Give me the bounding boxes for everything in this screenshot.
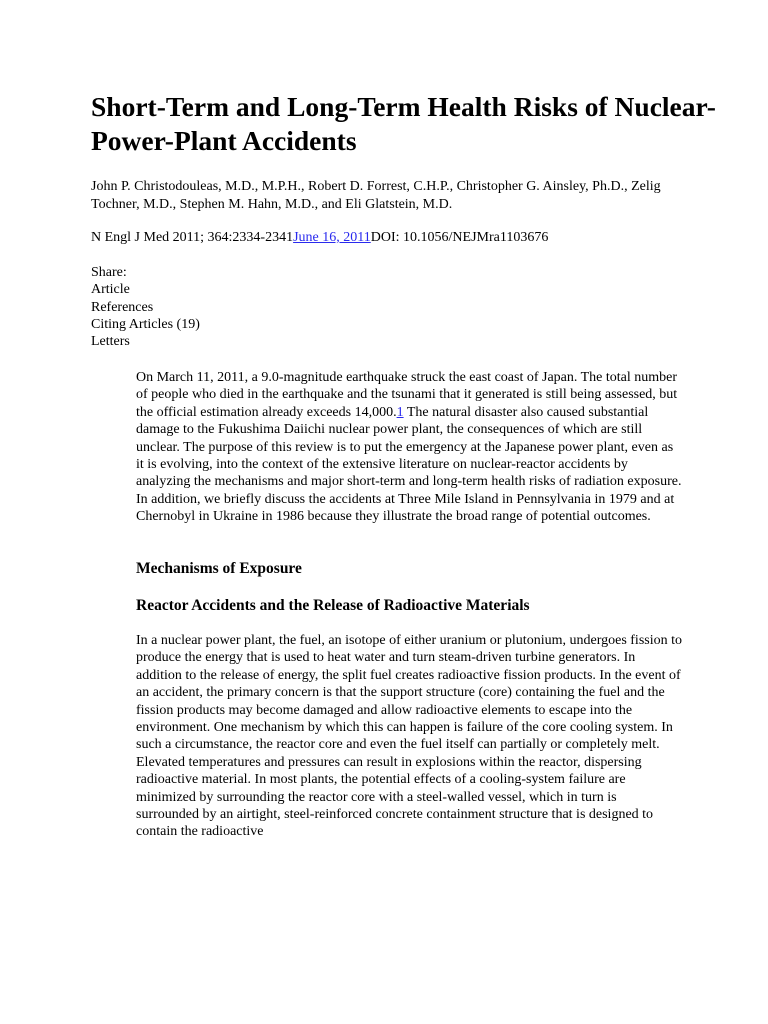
- body-paragraph: In a nuclear power plant, the fuel, an isotope of either uranium or plutonium, undergoes fission to produce the energy that is used to heat water and turn steam-driven turbine generators. In addition to the release of energy, the split fuel creates radioactive fission products. In the event of an accident, the primary concern is that the support structure (core) containing the fuel and the fission products may become damaged and allow radioactive elements to escape into the environment. One mechanism by which this can happen is failure of the core cooling system. In such a circumstance, the reactor core and even the fuel itself can partially or completely melt. Elevated temperatures and pressures can result in explosions within the reactor, dispersing radioactive material. In most plants, the potential effects of a cooling-system failure are minimized by surrounding the reactor core with a steel-walled vessel, which in turn is surrounded by an airtight, steel-reinforced concrete containment structure that is designed to contain the radioactive: [136, 633, 682, 840]
- references-link[interactable]: References: [91, 299, 154, 315]
- publication-date-link[interactable]: June 16, 2011: [293, 230, 371, 245]
- article-title: Short-Term and Long-Term Health Risks of Nuclear-Power-Plant Accidents: [91, 91, 716, 156]
- journal-reference: N Engl J Med 2011; 364:2334-2341: [91, 230, 294, 245]
- article-link[interactable]: Article: [91, 282, 130, 298]
- doi-text: DOI: 10.1056/NEJMra1103676: [370, 230, 549, 245]
- abstract-text-start: On March 11, 2011, a 9.0-magnitude earthquake struck the east coast of Japan. The total number of people who died in the earthquake and the tsunami that it generated is still being assessed, but the official estimation already exceeds 14,000.: [136, 370, 678, 420]
- share-label: Share:: [91, 265, 127, 280]
- share-section: [91, 264, 200, 350]
- subsection-heading-reactor-accidents: Reactor Accidents and the Release of Radioactive Materials: [136, 597, 530, 614]
- reference-link-1[interactable]: 1: [396, 404, 404, 420]
- author-list: John P. Christodouleas, M.D., M.P.H., Robert D. Forrest, C.H.P., Christopher G. Ainsley, Ph.D., Zelig Tochner, M.D., Stephen M. Hahn, M.D., and Eli Glatstein, M.D.: [91, 179, 661, 212]
- abstract-text-end: The natural disaster also caused substantial damage to the Fukushima Daiichi nuclear power plant, the consequences of which are still unclear. The purpose of this review is to put the emergency at the Japanese power plant, even as it is evolving, into the context of the extensive literature on nuclear-reactor accidents by analyzing the mechanisms and major short-term and long-term health risks of radiation exposure. In addition, we briefly discuss the accidents at Three Mile Island in Pennsylvania in 1979 and at Chernobyl in Ukraine in 1986 because they illustrate the broad range of potential outcomes.: [136, 404, 682, 525]
- citing-articles-link[interactable]: Citing Articles (19): [91, 316, 200, 332]
- section-heading-mechanisms: Mechanisms of Exposure: [136, 560, 302, 577]
- abstract-paragraph: [136, 369, 682, 526]
- citation-line: [91, 229, 731, 247]
- letters-link[interactable]: Letters: [91, 334, 130, 350]
